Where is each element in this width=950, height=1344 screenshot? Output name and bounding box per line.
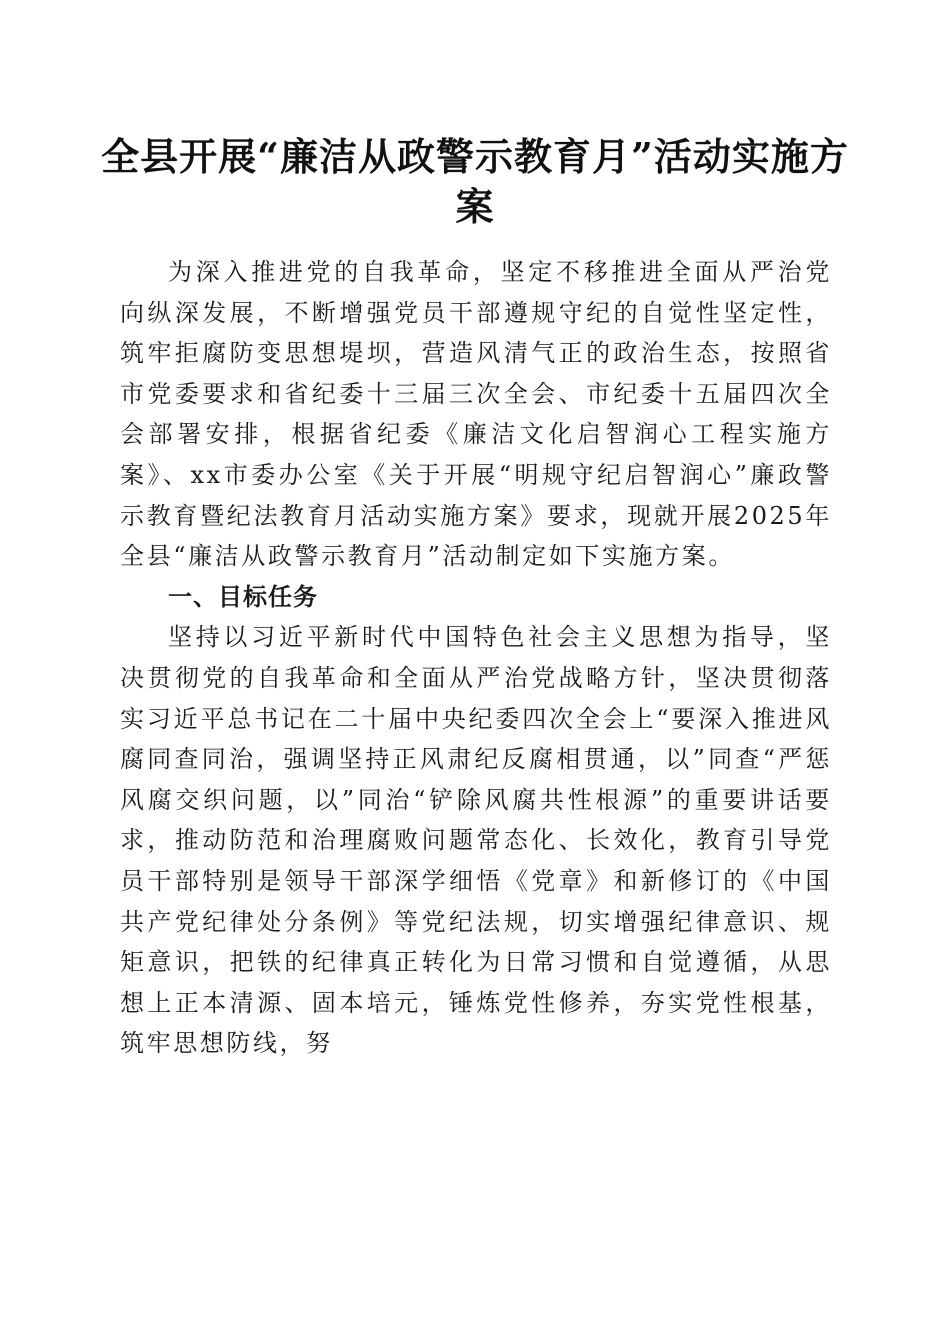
section-paragraph-goals: 坚持以习近平新时代中国特色社会主义思想为指导，坚决贯彻党的自我革命和全面从严治党战略方针，坚决贯彻落实习近平总书记在二十届中央纪委四次全会上“要深入推进风腐同查同治，强调坚持正风肃纪反腐相贯通，以”同查“严惩风腐交织问题，以”同治“铲除风腐共性根源”的重要讲话要求，推动防范和治理腐败问题常态化、长效化，教育引导党员干部特别是领导干部深学细悟《党章》和新修订的《中国共产党纪律处分条例》等党纪法规，切实增强纪律意识、规矩意识，把铁的纪律真正转化为日常习惯和自觉遵循，从思想上正本清源、固本培元，锤炼党性修养，夯实党性根基，筑牢思想防线，努: [120, 623, 832, 1058]
document-body: [120, 252, 832, 1064]
section-heading-goals: 一、目标任务: [168, 582, 318, 611]
intro-paragraph: 为深入推进党的自我革命，坚定不移推进全面从严治党向纵深发展，不断增强党员干部遵规守纪的自觉性坚定性，筑牢拒腐防变思想堤坝，营造风清气正的政治生态，按照省市党委要求和省纪委十三届三次全会、市纪委十五届四次全会部署安排，根据省纪委《廉洁文化启智润心工程实施方案》、xx市委办公室《关于开展“明规守纪启智润心”廉政警示教育暨纪法教育月活动实施方案》要求，现就开展2025年全县“廉洁从政警示教育月”活动制定如下实施方案。: [120, 258, 832, 571]
document-title: 全县开展“廉洁从政警示教育月”活动实施方案: [101, 134, 849, 229]
